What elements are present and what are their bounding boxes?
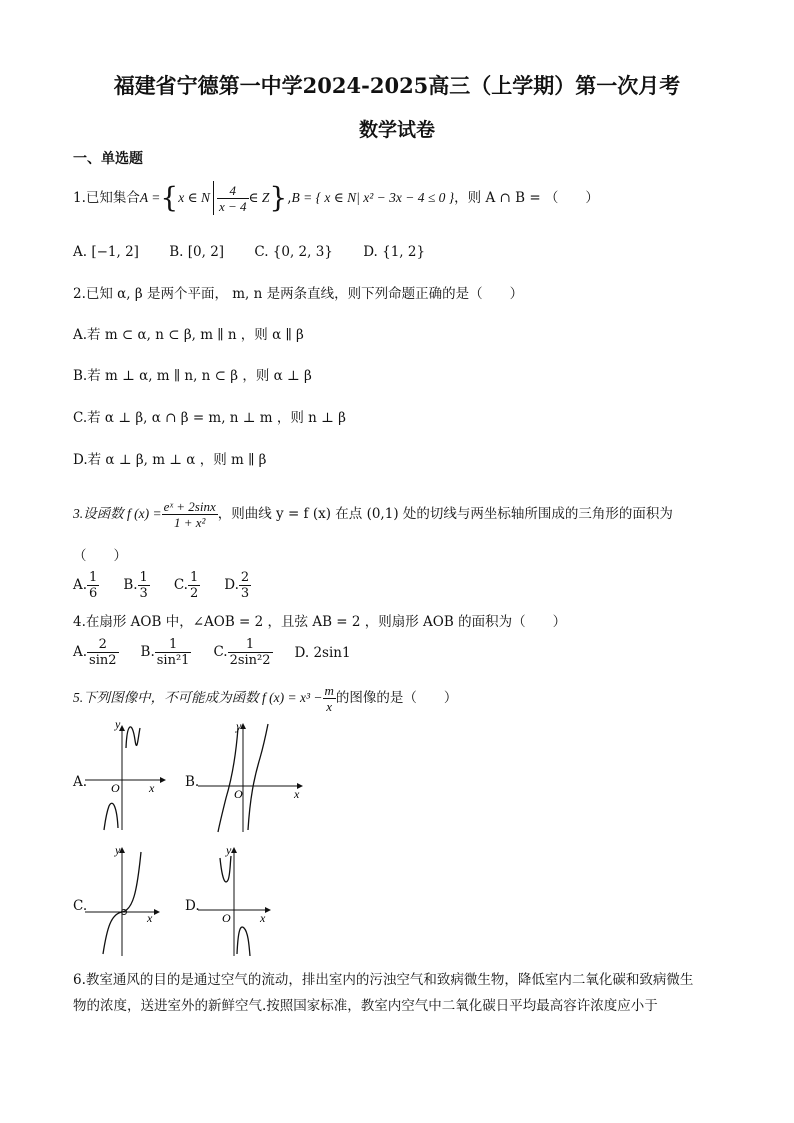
- q3-option-b-label: B.: [123, 577, 138, 593]
- q1-set-a-prefix: A =: [139, 190, 161, 205]
- q5-graph-b: [198, 718, 308, 834]
- q1-set-a-cond: ∈ Z: [248, 190, 270, 205]
- q3-option-d-den: 3: [240, 586, 250, 601]
- q5d-curve-left: [220, 856, 231, 882]
- q5b-curve-left: [218, 728, 238, 832]
- q2-option-d: D.若 α ⊥ β, m ⊥ α ，则 m ∥ β: [73, 452, 267, 468]
- q2-option-c: C.若 α ⊥ β, α ∩ β = m, n ⊥ m ，则 n ⊥ β: [73, 410, 346, 426]
- q5-graph-c-label: C.: [73, 898, 88, 914]
- exam-subtitle: 数学试卷: [358, 119, 435, 141]
- q3-option-c-frac: [188, 570, 200, 601]
- q4-option-a-num: 2: [87, 637, 118, 653]
- q5d-origin: O: [222, 911, 231, 925]
- q5-graph-d-label: D.: [185, 898, 200, 914]
- q4-option-c-label: C.: [213, 644, 228, 660]
- q5c-y-label: y: [115, 843, 121, 857]
- q1-set-a-var: x ∈ N: [178, 190, 210, 205]
- q4-option-c: [213, 637, 272, 668]
- q2-option-b: B.若 m ⊥ α, m ∥ n, n ⊂ β ，则 α ⊥ β: [73, 368, 312, 384]
- q5-post: 的图像的是（ ）: [335, 690, 458, 706]
- q5-frac-den: x: [326, 698, 333, 714]
- q4-option-b-frac: [155, 637, 192, 668]
- q1-comma: ,: [287, 190, 292, 206]
- q1-frac-num: 4: [217, 183, 249, 199]
- q1-options: [73, 242, 425, 262]
- q5a-y-label: y: [115, 718, 121, 731]
- question-1-stem: [73, 176, 599, 220]
- q4-option-a-label: A.: [73, 644, 88, 660]
- q3-option-d-frac: [239, 570, 251, 601]
- q5d-curve-right: [237, 927, 250, 956]
- q1-option-c: C. {0, 2, 3}: [254, 244, 333, 260]
- q3-pre: 3.设函数 f (x) =: [73, 506, 162, 521]
- q5c-x-label: x: [147, 911, 153, 925]
- q3-option-c-den: 2: [189, 586, 199, 601]
- q3-option-b-num: 1: [139, 570, 148, 585]
- q3-option-a: [73, 570, 99, 601]
- q5a-curve-left: [104, 803, 118, 830]
- q1-option-b: B. [0, 2]: [169, 244, 225, 260]
- q3-post: ，则曲线 y = f (x) 在点 (0,1) 处的切线与两坐标轴所围成的三角形的面积为: [217, 506, 673, 522]
- q5-pre: 5.下列图像中，不可能成为函数 f (x) = x³ −: [73, 690, 323, 705]
- q1-frac-den: x − 4: [218, 198, 247, 214]
- q3-frac-num: eˣ + 2sinx: [163, 498, 216, 514]
- q3-option-b-den: 3: [139, 586, 148, 601]
- q3-option-b-frac: [138, 570, 150, 601]
- q3-fraction: [162, 499, 218, 530]
- q1-right-brace: }: [269, 181, 288, 214]
- q4-option-c-frac: [228, 637, 273, 668]
- q5-frac-num: m: [324, 682, 334, 698]
- q4-option-c-den: 2sin²2: [229, 653, 271, 668]
- question-2-stem: 2.已知 α, β 是两个平面， m, n 是两条直线，则下列命题正确的是（ ）: [73, 286, 524, 302]
- q3-continuation: （ ）: [73, 548, 127, 564]
- q4-option-a-den: sin2: [89, 653, 117, 668]
- q5a-curve-right: [126, 727, 140, 748]
- question-5-stem: [73, 680, 457, 716]
- q3-option-c-label: C.: [173, 577, 188, 593]
- q5b-y-label: y: [236, 719, 242, 733]
- q1-option-d: D. {1, 2}: [363, 244, 426, 260]
- q3-option-c-num: 1: [189, 570, 199, 585]
- q5-graph-c: [85, 842, 175, 958]
- q1-post: ，则 A ∩ B = （ ）: [454, 190, 599, 206]
- q1-divider-bar: [213, 181, 214, 215]
- q5-fraction: [323, 683, 336, 714]
- exam-title: 福建省宁德第一中学2024-2025高三（上学期）第一次月考: [113, 73, 681, 98]
- q5a-origin: O: [111, 781, 120, 795]
- q4-option-c-num: 1: [228, 637, 273, 653]
- q3-option-b: [123, 570, 150, 601]
- question-6-line-1: 6.教室通风的目的是通过空气的流动，排出室内的污浊空气和致病微生物，降低室内二氧化碳和致病微生: [73, 972, 694, 988]
- question-3-stem: [73, 496, 673, 532]
- q5b-x-label: x: [294, 787, 300, 801]
- q4-options: [73, 637, 351, 668]
- q5-graph-d: [198, 842, 278, 958]
- q3-option-d-num: 2: [240, 570, 250, 585]
- q5-graph-b-label: B.: [185, 774, 200, 790]
- q5d-x-label: x: [260, 911, 266, 925]
- section-heading: 一、单选题: [73, 151, 143, 167]
- q5a-x-label: x: [149, 781, 155, 795]
- q1-fraction: [217, 183, 249, 214]
- q4-option-a-frac: [87, 637, 118, 668]
- q1-option-a: A. [−1, 2]: [73, 244, 139, 260]
- q3-option-a-frac: [87, 570, 99, 601]
- q3-option-a-den: 6: [89, 586, 98, 601]
- q1-left-brace: {: [160, 181, 179, 214]
- q4-option-b-num: 1: [155, 637, 192, 653]
- q1-pre: 1.已知集合: [73, 190, 140, 206]
- q4-option-b-den: sin²1: [156, 653, 190, 668]
- q4-option-a: [73, 637, 119, 668]
- q3-option-a-label: A.: [73, 577, 88, 593]
- q3-option-d: [224, 570, 251, 601]
- question-4-stem: 4.在扇形 AOB 中，∠AOB = 2 ，且弦 AB = 2 ，则扇形 AOB 的面积为（ ）: [73, 614, 567, 630]
- q5-graph-a: [85, 718, 175, 834]
- q3-option-c: [174, 570, 200, 601]
- q5b-origin: O: [234, 787, 243, 801]
- q2-option-a: A.若 m ⊂ α, n ⊂ β, m ∥ n ，则 α ∥ β: [73, 327, 304, 343]
- q1-set-b: B = { x ∈ N| x² − 3x − 4 ≤ 0 }: [291, 190, 455, 205]
- q3-option-a-num: 1: [89, 570, 98, 585]
- q4-option-d: D. 2sin1: [294, 644, 351, 661]
- q3-option-d-label: D.: [224, 577, 239, 593]
- q5d-y-label: y: [226, 843, 232, 857]
- q5-graph-a-label: A.: [73, 774, 88, 790]
- q3-options: [73, 570, 251, 601]
- question-6-line-2: 物的浓度，送进室外的新鲜空气.按照国家标准，教室内空气中二氧化碳日平均最高容许浓度应小于: [73, 998, 658, 1014]
- q3-frac-den: 1 + x²: [173, 514, 206, 530]
- q5b-curve-right: [248, 724, 268, 830]
- q4-option-b-label: B.: [140, 644, 155, 660]
- q4-option-b: [141, 637, 192, 668]
